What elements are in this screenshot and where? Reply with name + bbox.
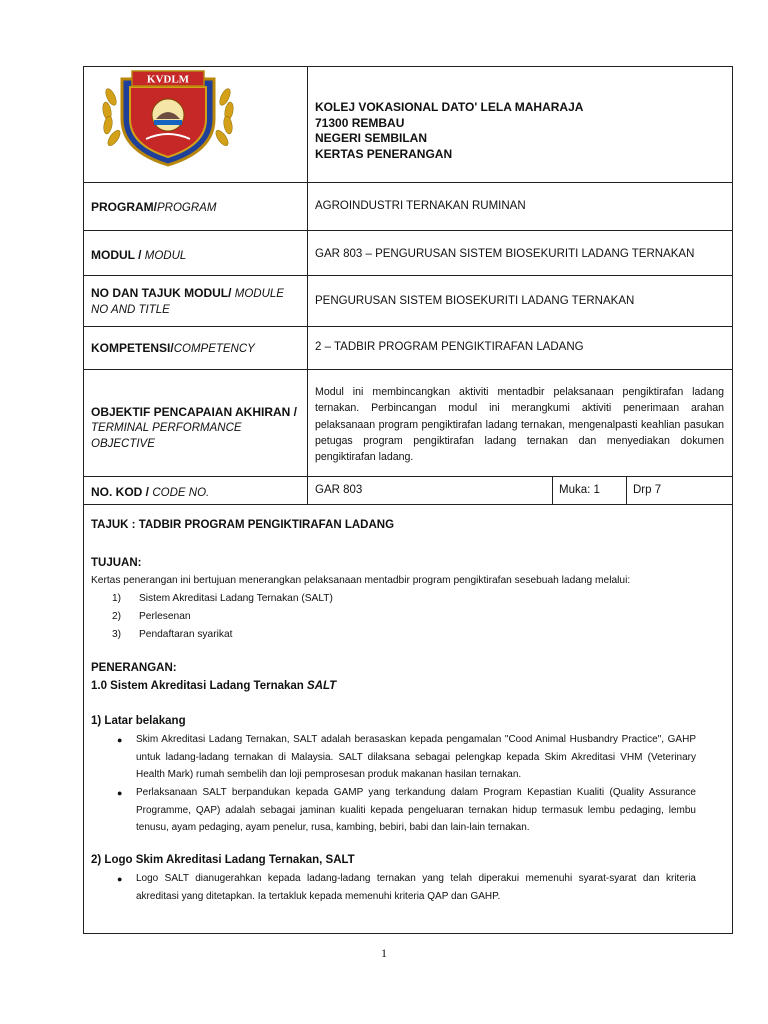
kod-row <box>84 477 732 505</box>
latar-belakang-para-1: Skim Akreditasi Ladang Ternakan, SALT adalah berasaskan kepada pengamalan "Cood Animal Husbandry Practice", GAHP untuk ladang-ladang ternakan di Malaysia. SALT dilaksana sebagai pelengkap kepada Skim Akreditasi VHM (Veterinary Health Mark) rumah sembelih dan loji pemprosesan produk makanan hasilan ternakan. <box>136 734 696 780</box>
header-row <box>84 67 732 183</box>
college-crest-logo <box>84 67 308 183</box>
college-info <box>315 100 583 162</box>
modul-row <box>84 231 732 276</box>
kompetensi-value: 2 – TADBIR PROGRAM PENGIKTIRAFAN LADANG <box>315 341 584 353</box>
logo-skim-heading: 2) Logo Skim Akreditasi Ladang Ternakan, SALT <box>91 854 355 866</box>
page-muka: Muka: 1 <box>559 484 600 496</box>
tujuan-heading: TUJUAN: <box>91 557 142 569</box>
tujuan-text: Kertas penerangan ini bertujuan menerangkan pelaksanaan mentadbir program pengiktirafan sesebuah ladang melalui: <box>91 575 631 586</box>
kod-label: NO. KOD / CODE NO. <box>91 485 210 499</box>
tujuan-item-num: 1) <box>112 593 122 604</box>
modul-label: MODUL / MODUL <box>91 248 187 262</box>
tujuan-item-num: 2) <box>112 611 122 622</box>
penerangan-heading: PENERANGAN: <box>91 662 177 674</box>
page-number: 1 <box>381 946 387 960</box>
latar-belakang-heading: 1) Latar belakang <box>91 715 186 727</box>
tujuan-item-num: 3) <box>112 629 122 640</box>
tajuk-heading: TAJUK : TADBIR PROGRAM PENGIKTIRAFAN LADANG <box>91 519 395 531</box>
tajuk-modul-row <box>84 276 732 327</box>
document-type: KERTAS PENERANGAN <box>315 146 453 161</box>
kompetensi-row <box>84 327 732 370</box>
tujuan-item: Sistem Akreditasi Ladang Ternakan (SALT) <box>139 593 333 604</box>
objektif-value: Modul ini membincangkan aktiviti mentadbir pelaksanaan pengiktirafan ladang ternakan. Perbincangan modul ini merangkumi aktiviti penerimaan arahan pelaksanaan program pengiktirafan ladang ternakan, mengenalpasti keahlian pasukan petugas program pengiktirafan ladang ternakan dan menyediakan dokumen pengiktirafan ladang. <box>315 386 724 464</box>
tujuan-item: Perlesenan <box>139 611 191 622</box>
modul-value: GAR 803 – PENGURUSAN SISTEM BIOSEKURITI LADANG TERNAKAN <box>315 248 695 260</box>
bullet-icon: ● <box>117 788 123 798</box>
postcode-town: 71300 REMBAU <box>315 115 405 130</box>
page-total: Drp 7 <box>633 484 662 496</box>
logo-banner-text: KVDLM <box>146 73 190 86</box>
tajuk-modul-label: NO DAN TAJUK MODUL/ MODULE NO AND TITLE <box>91 286 284 316</box>
tujuan-item: Pendaftaran syarikat <box>139 629 233 640</box>
program-label: PROGRAM/PROGRAM <box>91 200 217 214</box>
college-name: KOLEJ VOKASIONAL DATO' LELA MAHARAJA <box>315 100 584 114</box>
program-row <box>84 183 732 231</box>
bullet-icon: ● <box>117 874 123 884</box>
logo-cell <box>84 67 308 182</box>
kompetensi-label: KOMPETENSI/COMPETENCY <box>91 341 255 355</box>
latar-belakang-para-2: Perlaksanaan SALT berpandukan kepada GAMP yang terkandung dalam Program Kepastian Kualiti (Quality Assurance Programme, QAP) adalah sebagai jaminan kualiti kepada pengeluaran ternakan hidup termasuk lembu pedaging, lembu tenusu, ayam pedaging, ayam penelur, rusa, kambing, bebiri, babi dan lain-lain ternakan. <box>136 787 696 833</box>
kod-value: GAR 803 <box>315 484 363 496</box>
bullet-icon: ● <box>117 735 123 745</box>
logo-skim-para: Logo SALT dianugerahkan kepada ladang-ladang ternakan yang telah diperakui memenuhi syarat-syarat dan kriteria akreditasi yang ditetapkan. Ia tertakluk kepada memenuhi kriteria QAP dan GAHP. <box>136 873 696 902</box>
objektif-label: OBJEKTIF PENCAPAIAN AKHIRAN / TERMINAL PERFORMANCE OBJECTIVE <box>91 405 298 450</box>
state: NEGERI SEMBILAN <box>315 131 428 145</box>
college-info-cell <box>308 67 732 182</box>
section1-heading: 1.0 Sistem Akreditasi Ladang Ternakan SALT <box>91 680 337 692</box>
tajuk-modul-value: PENGURUSAN SISTEM BIOSEKURITI LADANG TERNAKAN <box>315 295 635 307</box>
objektif-row <box>84 370 732 477</box>
document-sheet <box>83 66 733 934</box>
program-value: AGROINDUSTRI TERNAKAN RUMINAN <box>315 200 526 212</box>
